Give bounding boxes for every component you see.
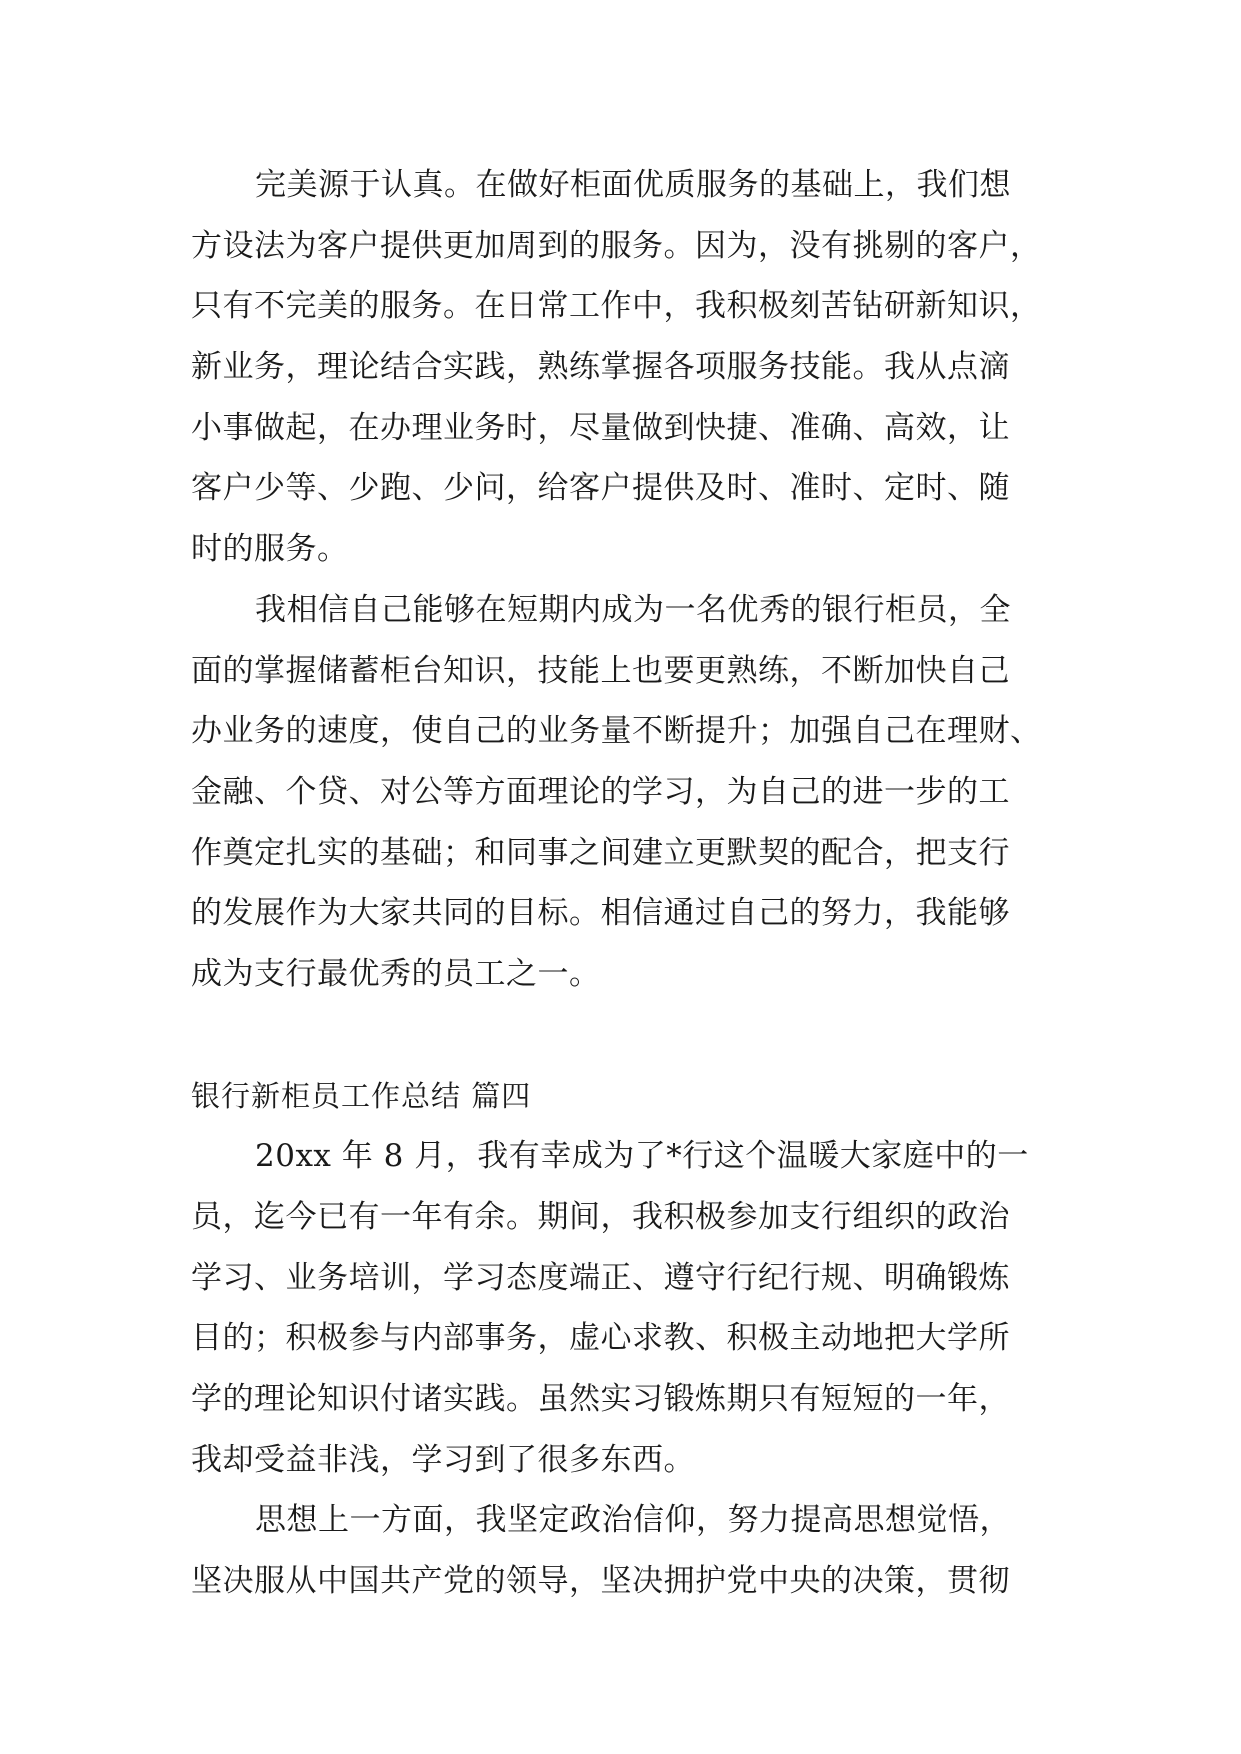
paragraph-line: 成为支行最优秀的员工之一。 bbox=[191, 955, 601, 992]
paragraph-ideology bbox=[191, 1490, 1051, 1611]
paragraph-joining bbox=[191, 1126, 1051, 1490]
paragraph-line: 方设法为客户提供更加周到的服务。因为，没有挑剔的客户， bbox=[191, 227, 1042, 264]
paragraph-line: 新业务，理论结合实践，熟练掌握各项服务技能。我从点滴 bbox=[191, 349, 1010, 386]
paragraph-line: 我相信自己能够在短期内成为一名优秀的银行柜员，全 bbox=[255, 591, 1011, 628]
paragraph-line: 作奠定扎实的基础；和同事之间建立更默契的配合，把支行 bbox=[191, 834, 1010, 871]
paragraph-line: 办业务的速度，使自己的业务量不断提升；加强自己在理财、 bbox=[191, 713, 1042, 750]
section-spacer bbox=[191, 1005, 1051, 1066]
paragraph-line: 小事做起，在办理业务时，尽量做到快捷、准确、高效，让 bbox=[191, 409, 1010, 446]
paragraph-line: 金融、个贷、对公等方面理论的学习，为自己的进一步的工 bbox=[191, 773, 1010, 810]
paragraph-line: 思想上一方面，我坚定政治信仰，努力提高思想觉悟， bbox=[255, 1502, 1011, 1539]
paragraph-line: 只有不完美的服务。在日常工作中，我积极刻苦钻研新知识， bbox=[191, 288, 1042, 325]
paragraph-line: 时的服务。 bbox=[191, 531, 349, 568]
paragraph-line: 我却受益非浅，学习到了很多东西。 bbox=[191, 1441, 695, 1478]
paragraph-line: 面的掌握储蓄柜台知识，技能上也要更熟练，不断加快自己 bbox=[191, 652, 1010, 689]
paragraph-line: 员，迄今已有一年有余。期间，我积极参加支行组织的政治 bbox=[191, 1199, 1010, 1235]
paragraph-perfection bbox=[191, 155, 1051, 580]
paragraph-line: 坚决服从中国共产党的领导，坚决拥护党中央的决策，贯彻 bbox=[191, 1563, 1010, 1600]
paragraph-line: 学习、业务培训，学习态度端正、遵守行纪行规、明确锻炼 bbox=[191, 1259, 1010, 1296]
paragraph-line: 完美源于认真。在做好柜面优质服务的基础上，我们想 bbox=[255, 167, 1011, 203]
paragraph-line: 学的理论知识付诸实践。虽然实习锻炼期只有短短的一年， bbox=[191, 1381, 1010, 1418]
paragraph-line: 目的；积极参与内部事务，虚心求教、积极主动地把大学所 bbox=[191, 1320, 1010, 1357]
paragraph-line: 的发展作为大家共同的目标。相信通过自己的努力，我能够 bbox=[191, 895, 1010, 932]
paragraph-confidence bbox=[191, 580, 1051, 1005]
document-body bbox=[191, 155, 1051, 1612]
paragraph-line: 客户少等、少跑、少问，给客户提供及时、准时、定时、随 bbox=[191, 470, 1010, 507]
paragraph-line: 20xx 年 8 月，我有幸成为了*行这个温暖大家庭中的一 bbox=[255, 1138, 1029, 1175]
section-heading: 银行新柜员工作总结 篇四 bbox=[191, 1078, 532, 1113]
